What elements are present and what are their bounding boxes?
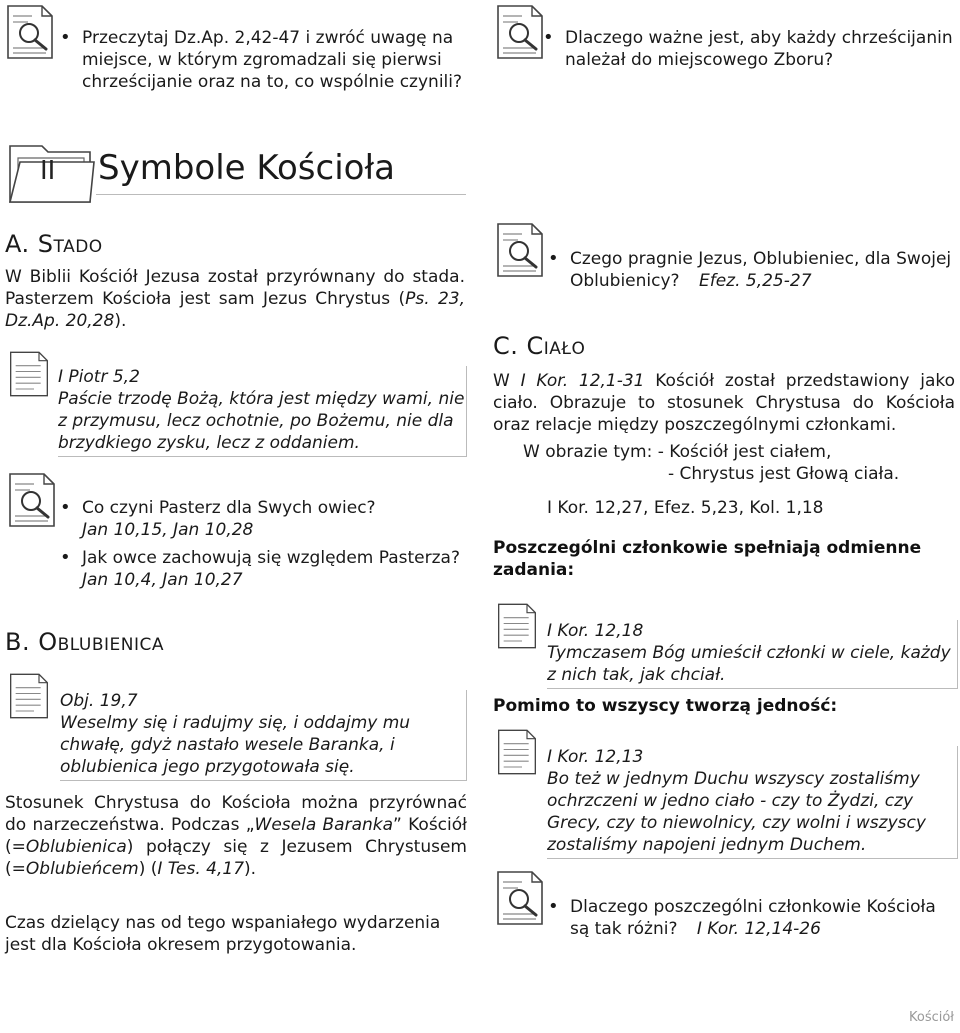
section-a-heading xyxy=(5,230,103,258)
list-item: • Przeczytaj Dz.Ap. 2,42-47 i zwróć uwagę na miejsce, w którym zgromadzali się pierwsi chrześcijanie oraz na to, co wspólnie czynili? xyxy=(57,27,472,93)
quote-ref: I Kor. 12,18 xyxy=(547,621,644,641)
section-letter: A. xyxy=(5,230,30,258)
section-a-text xyxy=(5,266,465,332)
question: Czego pragnie Jezus, Oblubieniec, dla Swojej Oblubienicy? xyxy=(570,249,952,291)
question: Jak owce zachowują się względem Pasterza? xyxy=(82,548,460,568)
church-question xyxy=(540,27,960,71)
image-line-2: - Chrystus jest Głową ciała. xyxy=(668,464,900,484)
quote-ref: I Kor. 12,13 xyxy=(547,747,644,767)
quote-text: Weselmy się i radujmy się, i oddajmy mu chwałę, gdyż nastało wesele Baranka, i oblubienica jego przygotowała się. xyxy=(60,713,411,777)
bible-ref: Efez. 5,25-27 xyxy=(698,271,812,291)
em-text: Oblubieńcem xyxy=(25,859,139,879)
bible-ref: Jan 10,4, Jan 10,27 xyxy=(82,570,243,590)
text: ). xyxy=(244,859,257,879)
list-item: • Dlaczego ważne jest, aby każdy chrześcijanin należał do miejscowego Zboru? xyxy=(540,27,960,71)
section-c-text xyxy=(493,370,955,436)
chapter-number: II xyxy=(40,156,56,186)
list-item xyxy=(545,896,955,940)
text: ). xyxy=(114,311,127,331)
bible-ref: Ps. 23, Dz.Ap. 20,28 xyxy=(5,289,466,331)
section-title: Oblubienica xyxy=(38,628,165,656)
chapter-title: Symbole Kościoła xyxy=(98,148,395,188)
footer-label: Kościół xyxy=(908,1010,954,1025)
list-item xyxy=(57,497,467,541)
bible-ref: I Kor. 12,1-31 xyxy=(520,371,645,391)
chapter-underline xyxy=(96,194,466,195)
quote-box xyxy=(60,690,467,781)
section-b-closing: Czas dzielący nas od tego wspaniałego wydarzenia jest dla Kościoła okresem przygotowania. xyxy=(5,913,441,955)
section-title: Stado xyxy=(37,230,103,258)
section-b-text xyxy=(5,792,467,880)
document-icon xyxy=(4,668,54,724)
question: Co czyni Pasterz dla Swych owiec? xyxy=(82,498,376,518)
text: ) ( xyxy=(138,859,158,879)
quote-box xyxy=(547,746,958,859)
quote-text: Bo też w jednym Duchu wszyscy zostaliśmy ochrzczeni w jedno ciało - czy to Żydzi, czy Grecy, czy to niewolnicy, czy wolni i wszyscy zostaliśmy napojeni jednym Duchem. xyxy=(547,769,926,855)
text: Kościół został przedstawiony jako ciało. Obrazuje to stosunek Chrystusa do Kościoła oraz relacje między poszczególnymi członkami. xyxy=(493,371,956,435)
bible-ref: I Kor. 12,14-26 xyxy=(696,919,821,939)
section-letter: C. xyxy=(493,332,519,360)
image-line-1: W obrazie tym: - Kościół jest ciałem, xyxy=(523,442,832,462)
quote-text: Paście trzodę Bożą, która jest między wami, nie z przymusu, lecz ochotnie, po Bożemu, nie dla brzydkiego zysku, lecz z oddaniem. xyxy=(58,389,465,453)
text: ” Kościół (= xyxy=(5,815,467,857)
members-question xyxy=(545,896,955,940)
list-item xyxy=(545,248,955,292)
bible-ref: I Tes. 4,17 xyxy=(157,859,245,879)
em-text: Wesela Baranka xyxy=(254,815,394,835)
em-text: Oblubienica xyxy=(25,837,127,857)
section-letter: B. xyxy=(5,628,31,656)
section-b-heading xyxy=(5,628,164,656)
magnifier-note-icon xyxy=(4,470,64,530)
quote-box xyxy=(58,366,467,457)
shepherd-questions xyxy=(57,497,467,591)
bridegroom-question xyxy=(545,248,955,292)
quote-ref: Obj. 19,7 xyxy=(60,691,138,711)
section-c-heading xyxy=(493,332,585,360)
quote-text: Tymczasem Bóg umieścił członki w ciele, każdy z nich tak, jak chciał. xyxy=(547,643,951,685)
text: W Biblii Kościół Jezusa został przyrównany do stada. Pasterzem Kościoła jest sam Jezus Chrystus ( xyxy=(5,267,465,309)
quote-ref: I Piotr 5,2 xyxy=(58,367,140,387)
magnifier-note-icon xyxy=(2,2,62,62)
reading-question xyxy=(57,27,472,93)
members-heading: Poszczególni członkowie spełniają odmienne zadania: xyxy=(493,538,922,580)
text: Stosunek Chrystusa do Kościoła można przyrównać do narzeczeństwa. Podczas „ xyxy=(5,793,467,835)
magnifier-note-icon xyxy=(492,220,552,280)
bible-refs: I Kor. 12,27, Efez. 5,23, Kol. 1,18 xyxy=(547,498,824,518)
quote-box xyxy=(547,620,958,689)
magnifier-note-icon xyxy=(492,868,552,928)
text: W xyxy=(493,371,521,391)
section-title: Ciało xyxy=(526,332,586,360)
list-item xyxy=(57,547,467,591)
document-icon xyxy=(492,724,542,780)
document-icon xyxy=(492,598,542,654)
document-icon xyxy=(4,346,54,402)
bible-ref: Jan 10,15, Jan 10,28 xyxy=(82,520,254,540)
question: Dlaczego poszczególni członkowie Kościoła są tak różni? xyxy=(570,897,936,939)
unity-heading: Pomimo to wszyscy tworzą jedność: xyxy=(493,696,838,716)
text: ) połączy się z Jezusem Chrystusem (= xyxy=(5,837,467,879)
